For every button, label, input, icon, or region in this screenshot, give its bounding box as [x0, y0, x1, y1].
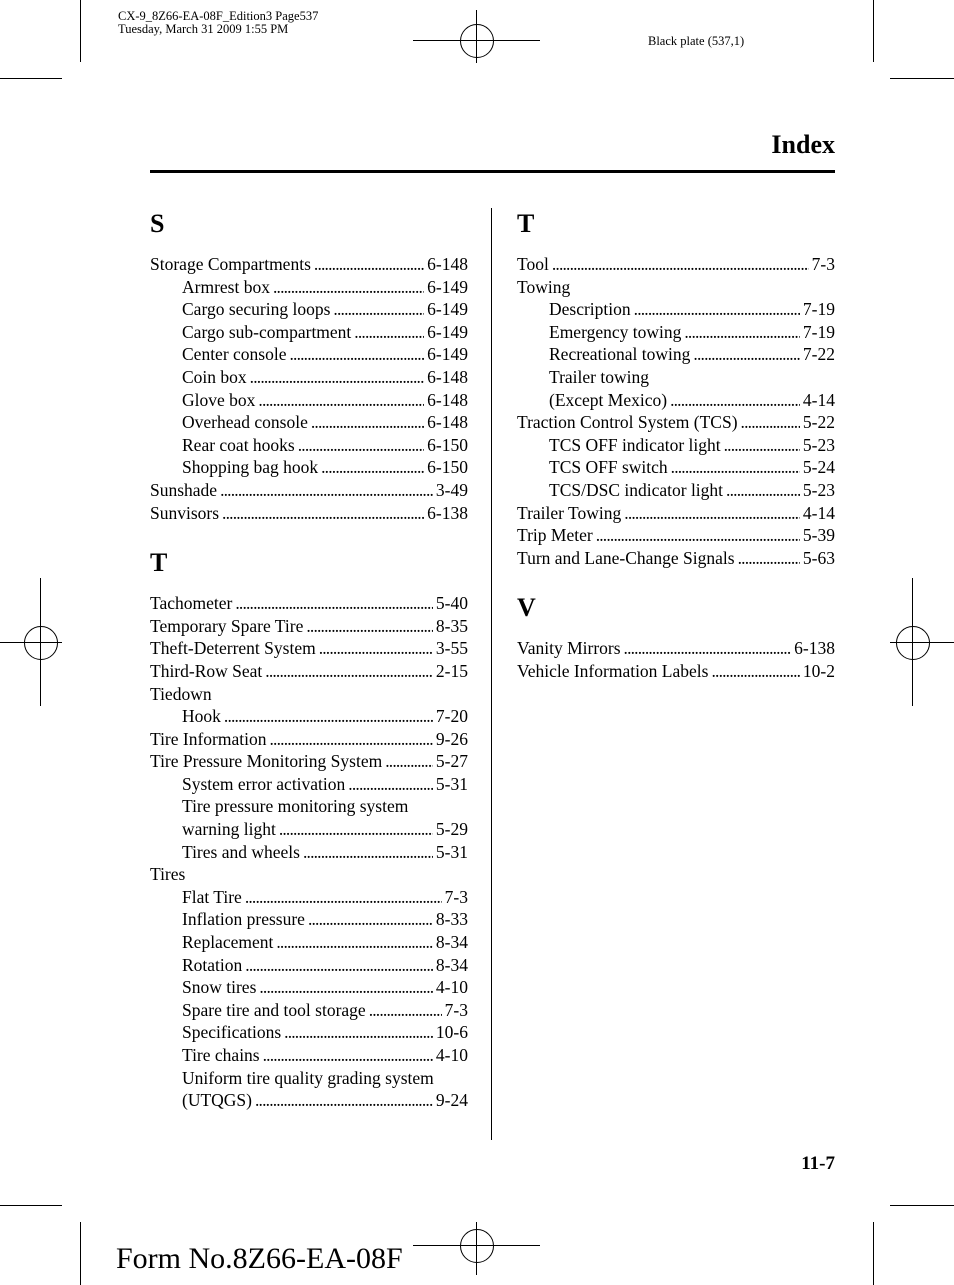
entry-label: Tires — [150, 864, 186, 885]
index-entry — [517, 321, 835, 344]
entry-label: Rotation — [182, 954, 243, 975]
entry-page: 4-10 — [435, 977, 468, 998]
entry-label: Hook — [182, 706, 221, 727]
entry-page: 7-22 — [802, 344, 835, 365]
page-number: 11-7 — [801, 1153, 835, 1174]
title-rule — [150, 170, 835, 173]
entry-label: Tires and wheels — [182, 841, 300, 862]
entry-label: Tiedown — [150, 683, 212, 704]
entry-page: 6-149 — [427, 276, 468, 297]
entry-label: TCS OFF switch — [549, 457, 668, 478]
dot-leader — [724, 434, 800, 457]
entry-label: Emergency towing — [549, 321, 682, 342]
entry-label: Sunvisors — [150, 502, 220, 523]
dot-leader — [303, 841, 433, 864]
entry-label: Uniform tire quality grading system — [182, 1067, 434, 1088]
section-gap — [150, 524, 468, 546]
dot-leader — [255, 1089, 433, 1112]
dot-leader — [265, 660, 433, 683]
index-entry — [517, 479, 835, 502]
entry-page: 7-3 — [444, 886, 468, 907]
dot-leader — [270, 728, 433, 751]
entry-label: Tire Pressure Monitoring System — [150, 751, 383, 772]
entry-label: Tire chains — [182, 1045, 260, 1065]
dot-leader — [319, 637, 433, 660]
column-divider — [491, 208, 492, 1140]
dot-leader — [596, 524, 800, 547]
entry-page: 6-150 — [427, 457, 468, 478]
entry-label: TCS/DSC indicator light — [549, 479, 724, 500]
entry-label: Tachometer — [150, 593, 233, 614]
entry-label: Cargo securing loops — [182, 299, 331, 320]
dot-leader — [306, 615, 433, 638]
index-entry — [517, 253, 835, 276]
index-entry — [150, 1044, 468, 1067]
dot-leader — [552, 253, 809, 276]
dot-leader — [308, 908, 433, 931]
entry-label: Vanity Mirrors — [517, 638, 621, 659]
dot-leader — [348, 773, 433, 796]
entry-label: System error activation — [182, 773, 346, 794]
index-entry — [150, 795, 468, 818]
index-entry — [150, 389, 468, 412]
entry-label: Glove box — [182, 389, 256, 410]
file-info-line1: CX-9_8Z66-EA-08F_Edition3 Page537 — [118, 9, 319, 23]
entry-label: Theft-Deterrent System — [150, 638, 316, 659]
entry-page: 5-27 — [435, 751, 468, 772]
entry-label: Storage Compartments — [150, 254, 311, 274]
entry-page: 7-3 — [444, 999, 468, 1020]
entry-label: Spare tire and tool storage — [182, 999, 366, 1020]
entry-label: Snow tires — [182, 977, 257, 998]
index-entry — [517, 660, 835, 683]
entry-page: 6-149 — [427, 321, 468, 342]
entry-label: Cargo sub-compartment — [182, 321, 352, 342]
index-entry — [150, 479, 468, 502]
plate-label: Black plate (537,1) — [648, 34, 745, 48]
right-column — [517, 207, 835, 683]
entry-page: 6-149 — [427, 299, 468, 320]
entry-label: Recreational towing — [549, 344, 691, 365]
entry-label: Traction Control System (TCS) — [517, 412, 738, 433]
index-entry — [150, 999, 468, 1022]
dot-leader — [624, 637, 792, 660]
index-entry — [150, 253, 468, 276]
entry-label: Tire pressure monitoring system — [182, 796, 409, 817]
left-column — [150, 207, 468, 1112]
entry-page: 10-2 — [802, 660, 835, 681]
entry-label: warning light — [182, 819, 276, 840]
entry-page: 7-3 — [811, 254, 835, 274]
entry-label: TCS OFF indicator light — [549, 434, 721, 455]
dot-leader — [671, 456, 800, 479]
dot-leader — [284, 1021, 433, 1044]
entry-label: Tool — [517, 254, 549, 274]
entry-label: Sunshade — [150, 479, 218, 500]
entry-page: 7-20 — [435, 706, 468, 727]
section-letter: V — [517, 593, 536, 623]
entry-label: Coin box — [182, 366, 247, 387]
entry-label: (UTQGS) — [182, 1090, 252, 1111]
entry-label: Turn and Lane-Change Signals — [517, 547, 735, 568]
dot-leader — [222, 502, 424, 525]
index-entry — [517, 434, 835, 457]
entry-label: Trailer Towing — [517, 502, 622, 523]
file-info-line2: Tuesday, March 31 2009 1:55 PM — [118, 22, 289, 36]
index-entry — [150, 954, 468, 977]
dot-leader — [741, 411, 800, 434]
entry-page: 4-14 — [802, 389, 835, 410]
index-entry — [150, 976, 468, 999]
entry-page: 5-22 — [802, 412, 835, 433]
index-entry — [517, 389, 835, 412]
dot-leader — [263, 1044, 433, 1067]
index-entry — [150, 1067, 468, 1090]
entry-page: 4-10 — [435, 1045, 468, 1065]
dot-leader — [259, 976, 433, 999]
entry-page: 5-23 — [802, 479, 835, 500]
entry-page: 6-148 — [427, 366, 468, 387]
entry-label: (Except Mexico) — [549, 389, 668, 410]
entry-label: Shopping bag hook — [182, 457, 319, 478]
dot-leader — [385, 750, 433, 773]
index-entry — [517, 411, 835, 434]
dot-leader — [670, 389, 800, 412]
entry-page: 7-19 — [802, 299, 835, 320]
index-entry — [150, 750, 468, 773]
index-entry — [150, 886, 468, 909]
index-entry — [150, 637, 468, 660]
index-entry — [517, 456, 835, 479]
entry-label: Trailer towing — [549, 366, 649, 387]
dot-leader — [711, 660, 799, 683]
section-letter: T — [150, 548, 168, 578]
index-entry — [517, 276, 835, 299]
dot-leader — [726, 479, 800, 502]
index-entry — [150, 502, 468, 525]
dot-leader — [279, 818, 433, 841]
index-entry — [150, 660, 468, 683]
index-entry — [150, 276, 468, 299]
entry-page: 8-34 — [435, 932, 468, 953]
entry-label: Towing — [517, 276, 571, 297]
section-gap — [517, 569, 835, 591]
dot-leader — [235, 592, 433, 615]
dot-leader — [224, 705, 433, 728]
index-entry — [517, 366, 835, 389]
index-entry — [517, 502, 835, 525]
entry-label: Inflation pressure — [182, 909, 305, 930]
dot-leader — [354, 321, 424, 344]
dot-leader — [634, 298, 800, 321]
page-title: Index — [771, 130, 835, 159]
entry-page: 6-148 — [427, 254, 468, 274]
entry-page: 6-149 — [427, 344, 468, 365]
entry-page: 8-35 — [435, 615, 468, 636]
index-entry — [150, 728, 468, 751]
entry-label: Description — [549, 299, 631, 320]
section-letter: T — [517, 209, 535, 238]
index-entry — [150, 863, 468, 886]
index-entry — [150, 321, 468, 344]
dot-leader — [250, 366, 425, 389]
dot-leader — [333, 298, 424, 321]
dot-leader — [298, 434, 424, 457]
dot-leader — [738, 547, 800, 570]
entry-label: Third-Row Seat — [150, 660, 263, 681]
entry-page: 7-19 — [802, 321, 835, 342]
dot-leader — [245, 886, 442, 909]
entry-label: Vehicle Information Labels — [517, 660, 709, 681]
dot-leader — [220, 479, 433, 502]
entry-page: 3-55 — [435, 638, 468, 659]
dot-leader — [273, 276, 424, 299]
entry-page: 5-40 — [435, 593, 468, 614]
index-entry — [150, 818, 468, 841]
section-letter: S — [150, 209, 165, 238]
index-entry — [150, 1021, 468, 1044]
entry-page: 5-24 — [802, 457, 835, 478]
entry-page: 6-138 — [427, 502, 468, 523]
index-entry — [150, 683, 468, 706]
entry-page: 3-49 — [435, 479, 468, 500]
dot-leader — [311, 411, 424, 434]
index-entry — [150, 615, 468, 638]
entry-page: 5-31 — [435, 773, 468, 794]
entry-page: 4-14 — [802, 502, 835, 523]
index-entry — [517, 524, 835, 547]
entry-page: 5-23 — [802, 434, 835, 455]
entry-page: 6-138 — [794, 638, 835, 659]
entry-page: 9-26 — [435, 728, 468, 749]
entry-page: 5-29 — [435, 819, 468, 840]
form-number: Form No.8Z66-EA-08F — [116, 1242, 403, 1275]
index-entry — [150, 705, 468, 728]
index-entry — [150, 773, 468, 796]
index-entry — [517, 298, 835, 321]
index-entry — [517, 637, 835, 660]
index-entry — [150, 298, 468, 321]
index-entry — [150, 456, 468, 479]
dot-leader — [321, 456, 424, 479]
dot-leader — [314, 253, 424, 276]
entry-page: 5-63 — [802, 547, 835, 568]
dot-leader — [624, 502, 800, 525]
entry-label: Specifications — [182, 1022, 282, 1043]
index-entry — [517, 547, 835, 570]
dot-leader — [693, 343, 800, 366]
dot-leader — [245, 954, 433, 977]
dot-leader — [276, 931, 433, 954]
entry-label: Overhead console — [182, 412, 308, 433]
entry-page: 5-39 — [802, 525, 835, 546]
entry-page: 2-15 — [435, 660, 468, 681]
entry-page: 6-148 — [427, 389, 468, 410]
index-entry — [150, 1089, 468, 1112]
entry-label: Center console — [182, 344, 287, 365]
index-entry — [150, 908, 468, 931]
entry-label: Temporary Spare Tire — [150, 615, 304, 636]
entry-label: Flat Tire — [182, 886, 242, 907]
dot-leader — [258, 389, 424, 412]
entry-page: 8-34 — [435, 954, 468, 975]
index-entry — [150, 343, 468, 366]
entry-page: 10-6 — [435, 1022, 468, 1043]
entry-label: Rear coat hooks — [182, 434, 295, 455]
entry-page: 5-31 — [435, 841, 468, 862]
index-entry — [150, 411, 468, 434]
index-entry — [150, 366, 468, 389]
dot-leader — [369, 999, 442, 1022]
index-entry — [150, 434, 468, 457]
entry-page: 8-33 — [435, 909, 468, 930]
index-entry — [150, 841, 468, 864]
index-entry — [517, 343, 835, 366]
entry-label: Armrest box — [182, 276, 270, 297]
index-entry — [150, 592, 468, 615]
entry-label: Tire Information — [150, 728, 267, 749]
dot-leader — [289, 343, 424, 366]
entry-page: 6-148 — [427, 412, 468, 433]
entry-label: Trip Meter — [517, 525, 593, 546]
index-entry — [150, 931, 468, 954]
entry-label: Replacement — [182, 932, 274, 953]
entry-page: 6-150 — [427, 434, 468, 455]
dot-leader — [684, 321, 800, 344]
entry-page: 9-24 — [435, 1090, 468, 1111]
